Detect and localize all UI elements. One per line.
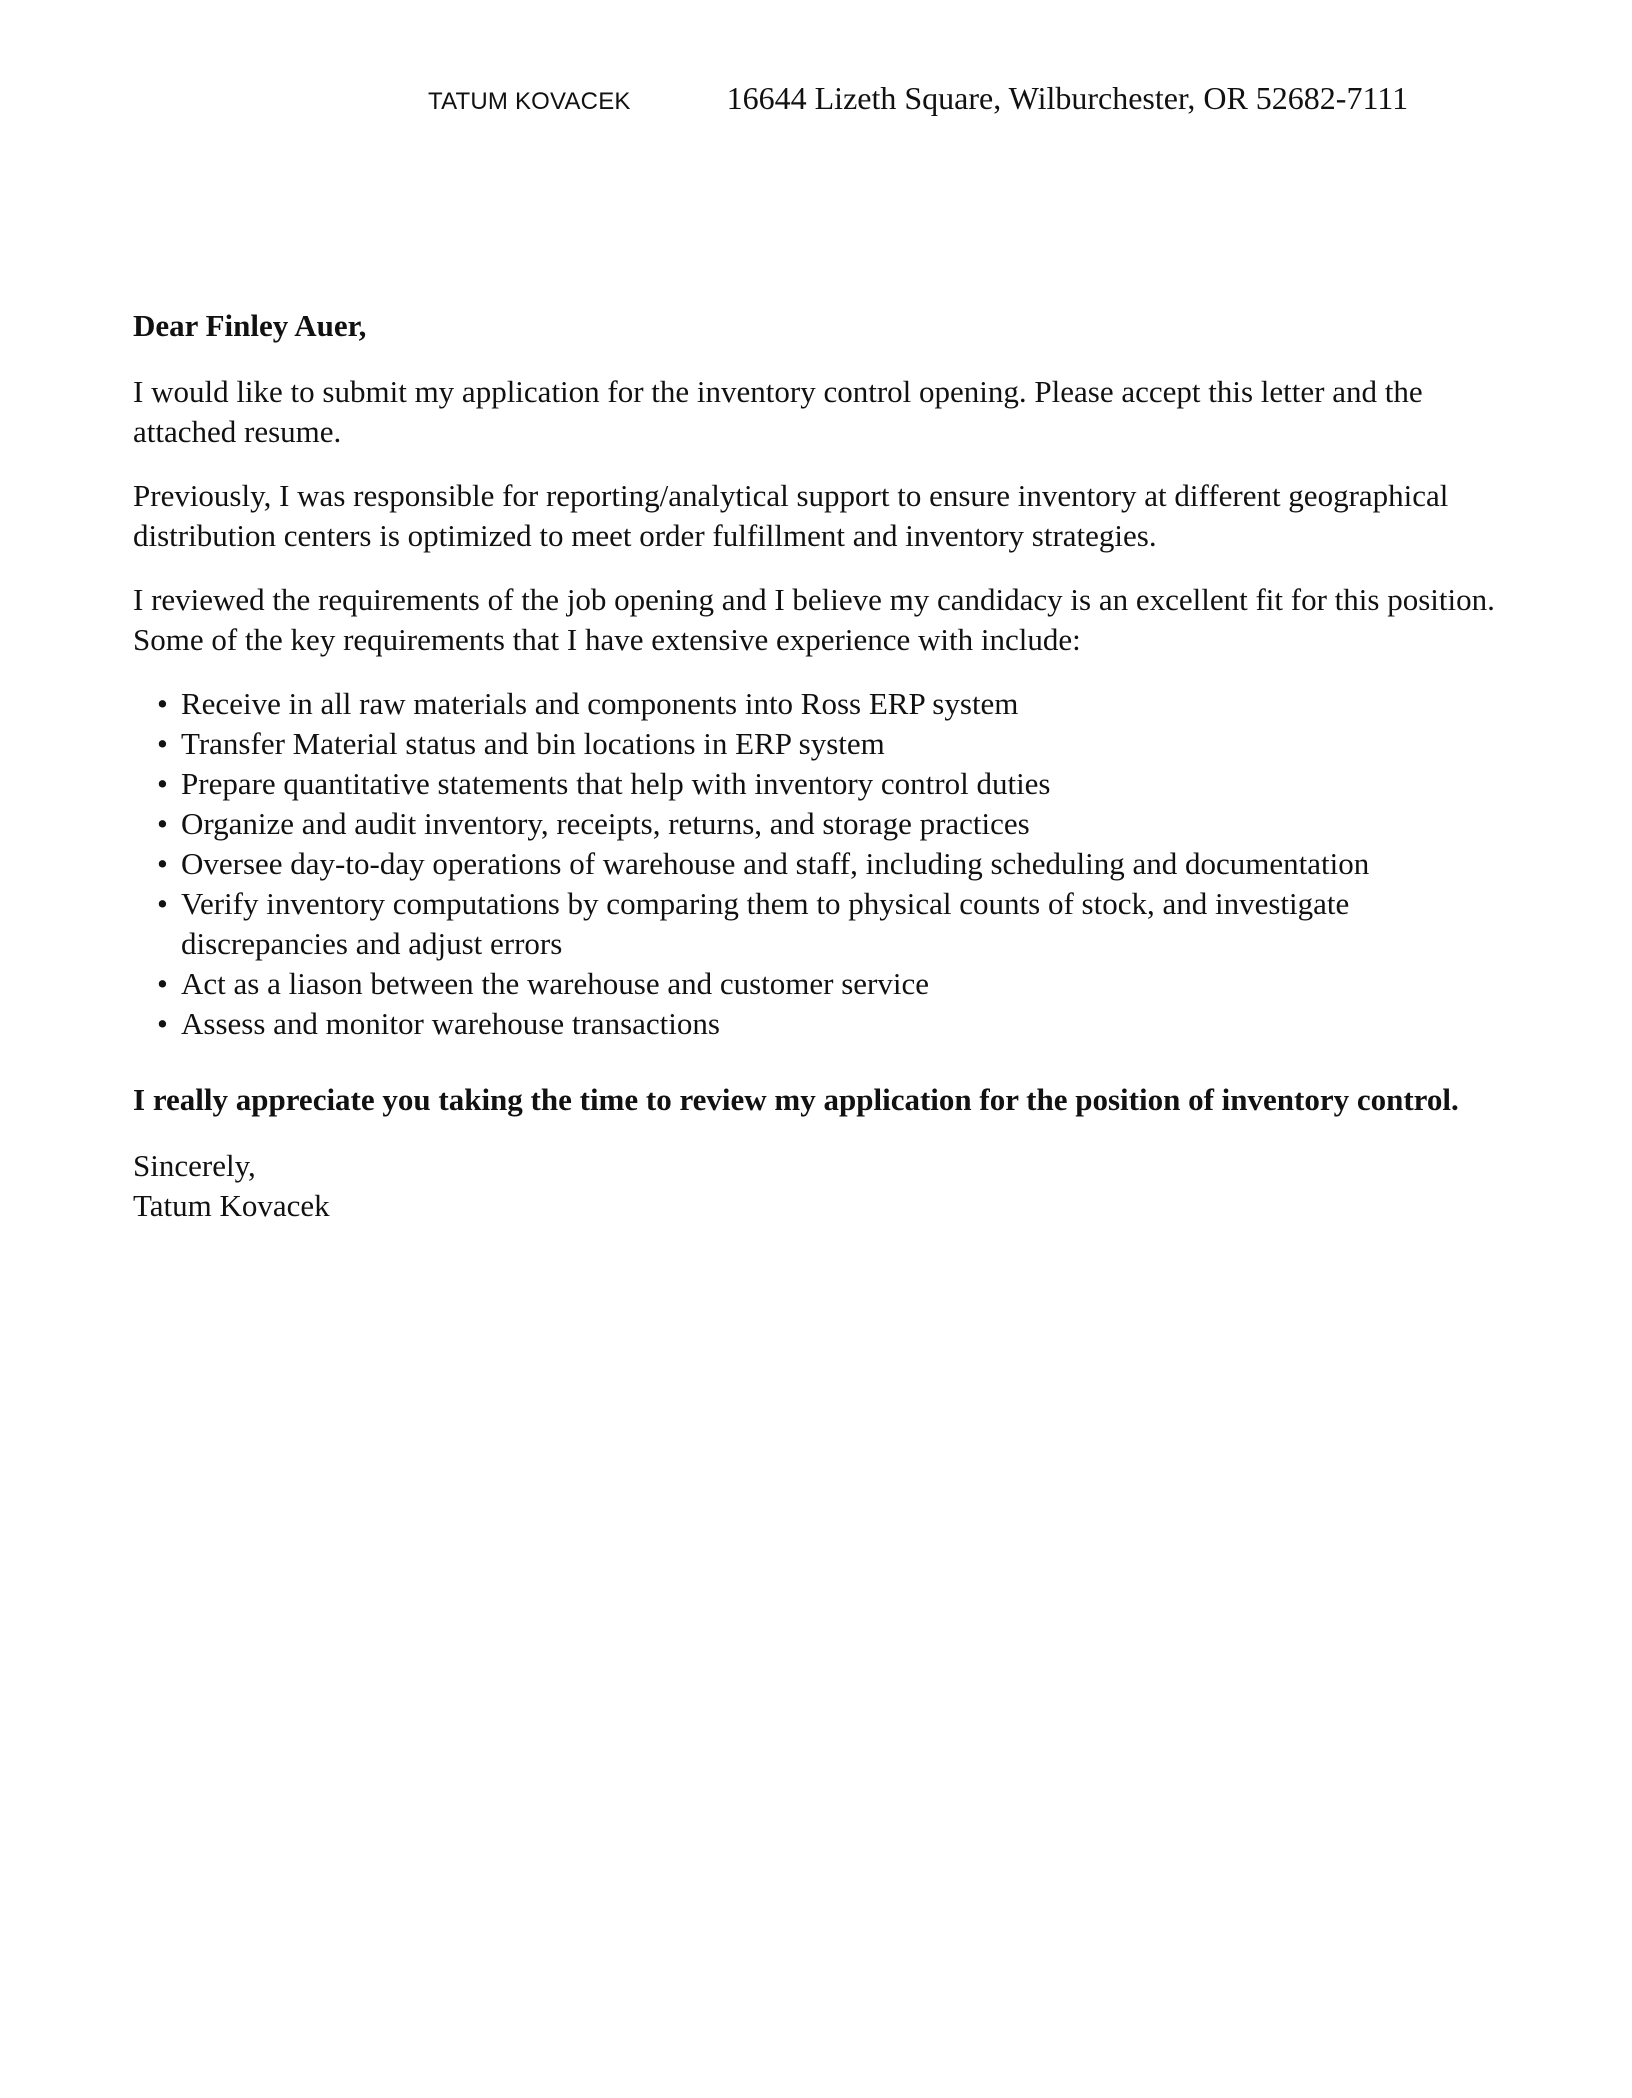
list-item [133, 1004, 1503, 1044]
list-item-text: Prepare quantitative statements that help with inventory control duties [181, 766, 1051, 801]
salutation: Dear Finley Auer, [133, 308, 367, 343]
requirements-paragraph: I reviewed the requirements of the job opening and I believe my candidacy is an excellent fit for this position. Some of the key requirements that I have extensive experience with include: [133, 582, 1495, 657]
bullet-icon: • [157, 766, 168, 801]
list-item-text: Organize and audit inventory, receipts, returns, and storage practices [181, 806, 1030, 841]
list-item [133, 764, 1503, 804]
list-item-text: Receive in all raw materials and components into Ross ERP system [181, 686, 1019, 721]
intro-paragraph: I would like to submit my application for the inventory control opening. Please accept this letter and the attached resume. [133, 374, 1423, 449]
list-item [133, 964, 1503, 1004]
requirements-list [133, 684, 1503, 1044]
experience-paragraph: Previously, I was responsible for reporting/analytical support to ensure inventory at different geographical distribution centers is optimized to meet order fulfillment and inventory strategies. [133, 478, 1449, 553]
bullet-icon: • [157, 1006, 168, 1041]
list-item-text: Assess and monitor warehouse transactions [181, 1006, 720, 1041]
bullet-icon: • [157, 886, 168, 921]
list-item-text: Verify inventory computations by comparing them to physical counts of stock, and investigate discrepancies and adjust errors [181, 886, 1350, 961]
bullet-icon: • [157, 846, 168, 881]
list-item-text: Transfer Material status and bin locations in ERP system [181, 726, 885, 761]
signature-name: Tatum Kovacek [133, 1188, 330, 1223]
list-item-text: Oversee day-to-day operations of warehouse and staff, including scheduling and documentation [181, 846, 1370, 881]
letter-body [133, 306, 1503, 1226]
list-item [133, 804, 1503, 844]
closing-statement: I really appreciate you taking the time to review my application for the position of inventory control. [133, 1082, 1459, 1117]
sign-off: Sincerely, [133, 1148, 256, 1183]
bullet-icon: • [157, 806, 168, 841]
list-item-text: Act as a liason between the warehouse and customer service [181, 966, 930, 1001]
list-item [133, 724, 1503, 764]
bullet-icon: • [157, 726, 168, 761]
list-item [133, 844, 1503, 884]
letter-header [428, 80, 1408, 117]
sender-name: TATUM KOVACEK [428, 88, 631, 115]
bullet-icon: • [157, 686, 168, 721]
sender-address: 16644 Lizeth Square, Wilburchester, OR 52682-7111 [726, 80, 1409, 116]
list-item [133, 884, 1503, 964]
list-item [133, 684, 1503, 724]
bullet-icon: • [157, 966, 168, 1001]
